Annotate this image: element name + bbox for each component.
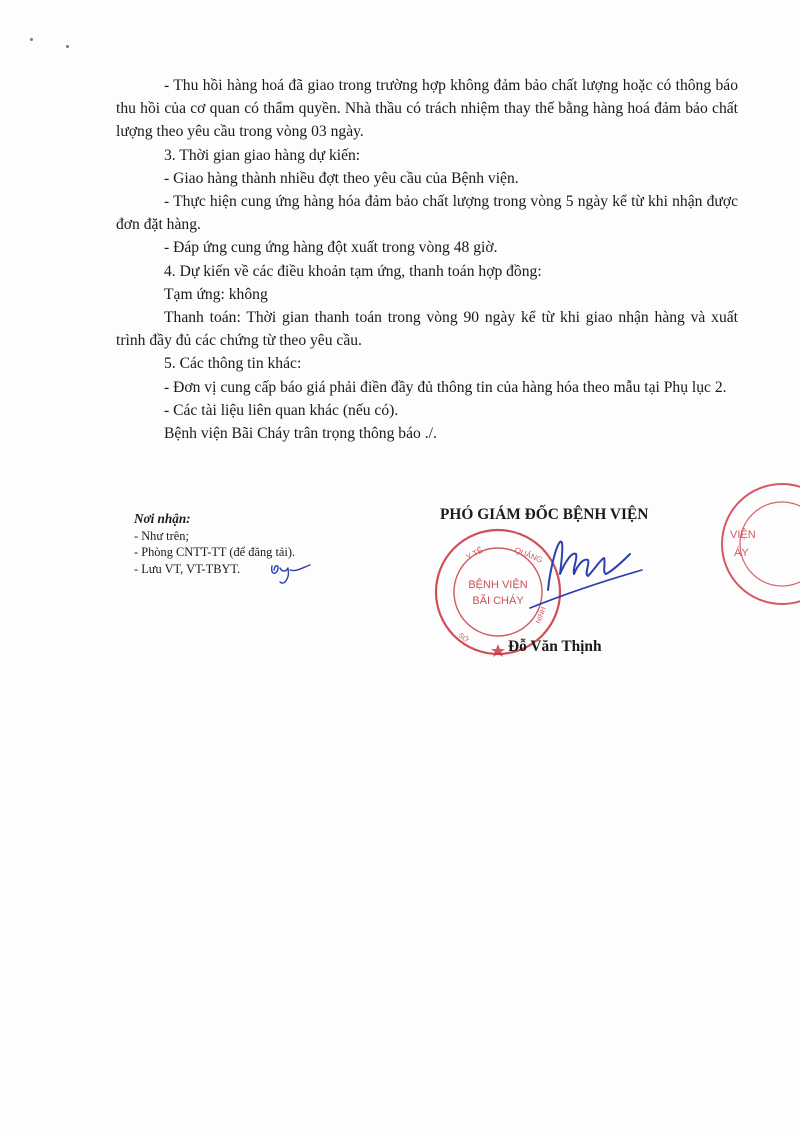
svg-text:SỞ: SỞ (456, 632, 470, 645)
paragraph-advance: Tạm ứng: không (164, 285, 268, 303)
handwritten-signature-icon (520, 530, 650, 610)
document-body (116, 74, 738, 445)
recipient-item: - Lưu VT, VT-TBYT. (134, 561, 241, 576)
svg-text:QUẢNG: QUẢNG (513, 545, 544, 565)
partial-stamp-seal (716, 480, 800, 610)
scan-speck (30, 38, 33, 41)
signer-position-title: PHÓ GIÁM ĐỐC BỆNH VIỆN (440, 506, 649, 523)
heading-payment-terms: 4. Dự kiến về các điều khoản tạm ứng, thanh toán hợp đồng: (164, 262, 542, 280)
recipient-item: - Phòng CNTT-TT (để đăng tải). (134, 545, 296, 559)
svg-text:BỆNH VIỆN: BỆNH VIỆN (468, 579, 528, 591)
scan-speck (66, 45, 69, 48)
paragraph-supply-5-days: - Thực hiện cung ứng hàng hóa đảm bảo chất lượng trong vòng 5 ngày kể từ khi nhận được đơn đặt hàng. (116, 193, 738, 234)
paragraph-urgent-48h: - Đáp ứng cung ứng hàng đột xuất trong vòng 48 giờ. (164, 239, 498, 257)
paragraph-recall: - Thu hồi hàng hoá đã giao trong trường hợp không đảm bảo chất lượng hoặc có thông báo thu hồi của cơ quan có thẩm quyền. Nhà thầu có trách nhiệm thay thế bằng hàng hoá đảm bảo chất lượng theo yêu cầu trong vòng 03 ngày. (116, 77, 738, 141)
recipient-item: - Như trên; (134, 528, 189, 543)
svg-text:VIỆN: VIỆN (730, 529, 756, 541)
initials-signature-icon (266, 560, 312, 588)
signer-name: Đỗ Văn Thịnh (508, 638, 602, 655)
svg-text:BÃI CHÁY: BÃI CHÁY (472, 595, 524, 607)
paragraph-related-docs: - Các tài liệu liên quan khác (nếu có). (164, 401, 399, 419)
svg-text:NINH: NINH (535, 606, 548, 625)
paragraph-closing: Bệnh viện Bãi Cháy trân trọng thông báo ./. (164, 425, 437, 443)
paragraph-delivery-batches: - Giao hàng thành nhiều đợt theo yêu cầu của Bệnh viện. (164, 169, 519, 187)
svg-text:ÁY: ÁY (734, 547, 749, 559)
svg-text:Y TẾ: Y TẾ (464, 545, 485, 562)
paragraph-payment: Thanh toán: Thời gian thanh toán trong vòng 90 ngày kể từ khi giao nhận hàng và xuất trình đầy đủ các chứng từ theo yêu cầu. (116, 309, 738, 350)
paragraph-quote-form: - Đơn vị cung cấp báo giá phải điền đầy đủ thông tin của hàng hóa theo mẫu tại Phụ lục 2. (164, 378, 727, 396)
heading-other-info: 5. Các thông tin khác: (164, 355, 302, 373)
heading-delivery-time: 3. Thời gian giao hàng dự kiến: (164, 146, 361, 164)
recipients-title: Nơi nhận: (134, 511, 191, 526)
